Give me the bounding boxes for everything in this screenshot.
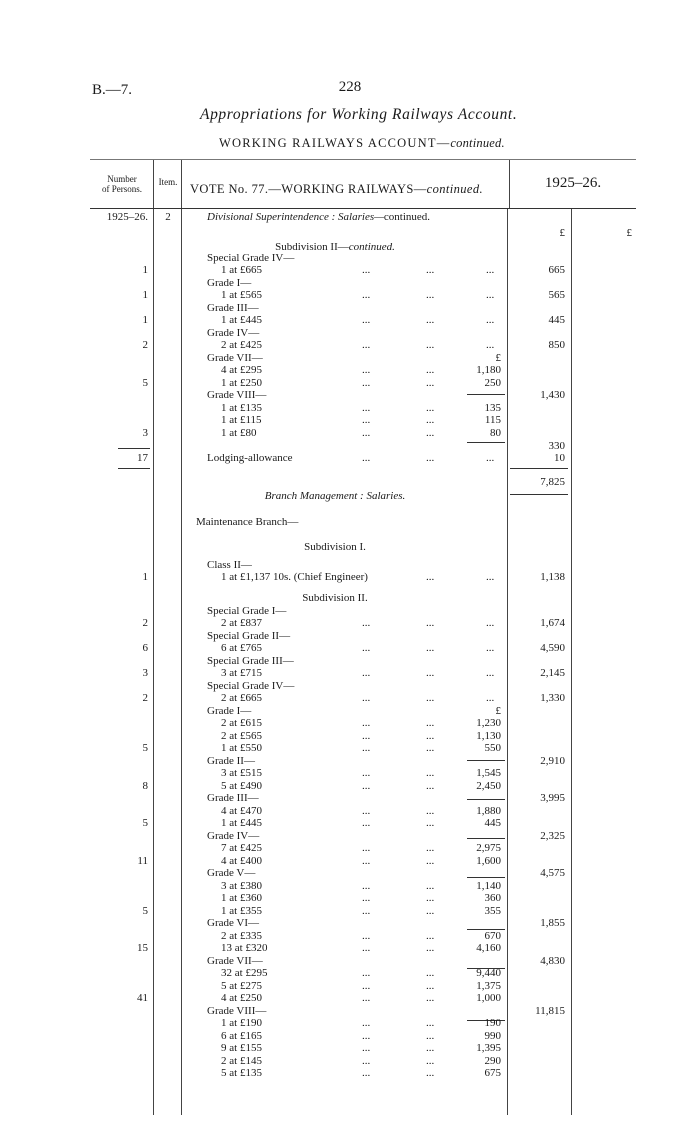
persons-count: 2 — [142, 692, 148, 704]
table-row — [0, 1017, 700, 1030]
table-row — [0, 642, 700, 655]
amount-subtotal: 1,330 — [540, 692, 565, 704]
rate-line: 6 at £765 — [221, 642, 262, 654]
leader-dots: ... — [486, 339, 495, 351]
row-description: Grade II— — [207, 755, 255, 767]
rate-line: 1 at £445 — [221, 817, 262, 829]
persons-count: 5 — [142, 742, 148, 754]
rate-line: 2 at £837 — [221, 617, 262, 629]
table-row — [0, 414, 700, 427]
amount-detail: 445 — [484, 817, 501, 829]
row-description: Grade III— — [207, 302, 259, 314]
rate-line: 1 at £355 — [221, 905, 262, 917]
subsection-heading: Branch Management : Salaries. — [264, 490, 406, 502]
amount-detail: 1,230 — [476, 717, 501, 729]
amount-subtotal: 665 — [548, 264, 565, 276]
leader-dots: ... — [362, 967, 371, 979]
row-description: Special Grade I— — [207, 605, 287, 617]
leader-dots: ... — [486, 617, 495, 629]
table-row — [0, 742, 700, 755]
leader-dots: ... — [426, 767, 435, 779]
amount-detail: 9,440 — [476, 967, 501, 979]
leader-dots: ... — [362, 692, 371, 704]
leader-dots: ... — [426, 377, 435, 389]
amount-subtotal: 4,575 — [540, 867, 565, 879]
row-description: Grade III— — [207, 792, 259, 804]
leader-dots: ... — [362, 364, 371, 376]
persons-count: 3 — [142, 427, 148, 439]
header-rule-top — [90, 159, 636, 160]
amount-subtotal: 2,145 — [540, 667, 565, 679]
table-row — [0, 692, 700, 705]
table-row — [0, 767, 700, 780]
amount-detail: 2,975 — [476, 842, 501, 854]
leader-dots: ... — [426, 1030, 435, 1042]
leader-dots: ... — [486, 667, 495, 679]
rate-line: 2 at £145 — [221, 1055, 262, 1067]
persons-count: 41 — [137, 992, 148, 1004]
leader-dots: ... — [426, 817, 435, 829]
leader-dots: ... — [362, 1042, 371, 1054]
page-number: 228 — [338, 79, 362, 95]
leader-dots: ... — [426, 1055, 435, 1067]
leader-dots: ... — [426, 414, 435, 426]
leader-dots: ... — [362, 942, 371, 954]
leader-dots: ... — [362, 427, 371, 439]
amount-detail: 1,000 — [476, 992, 501, 1004]
item-number: 2 — [165, 211, 171, 223]
leader-dots: ... — [426, 905, 435, 917]
rate-line: 1 at £1,137 10s. (Chief Engineer) — [221, 571, 368, 583]
table-row — [0, 667, 700, 680]
leader-dots: ... — [362, 617, 371, 629]
leader-dots: ... — [362, 1030, 371, 1042]
rate-line: 3 at £380 — [221, 880, 262, 892]
amount-detail: 1,600 — [476, 855, 501, 867]
leader-dots: ... — [362, 1017, 371, 1029]
amount-detail: 1,375 — [476, 980, 501, 992]
leader-dots: ... — [426, 314, 435, 326]
table-row — [0, 917, 700, 930]
amount-subtotal: 445 — [548, 314, 565, 326]
table-row — [0, 992, 700, 1005]
leader-dots: ... — [426, 967, 435, 979]
amount-detail: £ — [495, 705, 501, 717]
rate-line: 6 at £165 — [221, 1030, 262, 1042]
leader-dots: ... — [362, 980, 371, 992]
persons-count: 17 — [137, 452, 148, 464]
amount-detail: 675 — [484, 1067, 501, 1079]
rate-line: 1 at £360 — [221, 892, 262, 904]
amount-subtotal: 850 — [548, 339, 565, 351]
table-row — [0, 571, 700, 584]
amount-subtotal: 10 — [554, 452, 565, 464]
leader-dots: ... — [362, 905, 371, 917]
subsection-heading: Subdivision II. — [302, 592, 368, 604]
amount-detail: 670 — [484, 930, 501, 942]
leader-dots: ... — [362, 780, 371, 792]
vote-heading: VOTE No. 77.—WORKING RAILWAYS—continued. — [190, 182, 484, 196]
amount-detail: 1,130 — [476, 730, 501, 742]
leader-dots: ... — [362, 414, 371, 426]
leader-dots: ... — [426, 667, 435, 679]
table-row — [0, 490, 700, 503]
amount-detail: 1,180 — [476, 364, 501, 376]
leader-dots: ... — [362, 1067, 371, 1079]
table-row — [0, 792, 700, 805]
leader-dots: ... — [486, 314, 495, 326]
amount-detail: 360 — [484, 892, 501, 904]
table-row — [0, 339, 700, 352]
leader-dots: ... — [362, 855, 371, 867]
persons-count: 2 — [142, 617, 148, 629]
leader-dots: ... — [362, 377, 371, 389]
leader-dots: ... — [426, 855, 435, 867]
rate-line: 3 at £715 — [221, 667, 262, 679]
rule-col4-total-top — [510, 468, 568, 469]
rate-line: 4 at £470 — [221, 805, 262, 817]
persons-count: 11 — [137, 855, 148, 867]
amount-detail: 355 — [484, 905, 501, 917]
rate-line: 5 at £135 — [221, 1067, 262, 1079]
row-description: Grade V— — [207, 867, 256, 879]
rate-line: 1 at £80 — [221, 427, 257, 439]
rate-line: 32 at £295 — [221, 967, 268, 979]
leader-dots: ... — [426, 402, 435, 414]
table-row — [0, 867, 700, 880]
amount-subtotal: 4,830 — [540, 955, 565, 967]
leader-dots: ... — [426, 1042, 435, 1054]
col-rule-item-right — [181, 160, 182, 208]
amount-subtotal: 1,674 — [540, 617, 565, 629]
amount-subtotal: 1,138 — [540, 571, 565, 583]
leader-dots: ... — [486, 571, 495, 583]
table-row — [0, 452, 700, 465]
leader-dots: ... — [426, 264, 435, 276]
amount-detail: 115 — [484, 414, 501, 426]
table-row — [0, 592, 700, 605]
row-description: Grade VI— — [207, 917, 260, 929]
leader-dots: ... — [426, 1067, 435, 1079]
row-description: Grade I— — [207, 705, 252, 717]
rate-line: 2 at £425 — [221, 339, 262, 351]
table-row — [0, 717, 700, 730]
leader-dots: ... — [426, 692, 435, 704]
amount-detail: 290 — [484, 1055, 501, 1067]
persons-count: 5 — [142, 817, 148, 829]
leader-dots: ... — [362, 817, 371, 829]
amount-subtotal: 7,825 — [540, 476, 565, 488]
leader-dots: ... — [426, 992, 435, 1004]
amount-subtotal: 11,815 — [535, 1005, 565, 1017]
amount-detail: 250 — [484, 377, 501, 389]
table-row — [0, 967, 700, 980]
leader-dots: ... — [486, 452, 495, 464]
rate-line: 1 at £665 — [221, 264, 262, 276]
amount-detail: £ — [495, 352, 501, 364]
amount-subtotal: 1,855 — [540, 917, 565, 929]
rate-line: 4 at £295 — [221, 364, 262, 376]
leader-dots: ... — [426, 617, 435, 629]
amount-detail: 1,395 — [476, 1042, 501, 1054]
amount-subtotal: 3,995 — [540, 792, 565, 804]
amount-subtotal: 330 — [548, 440, 565, 452]
leader-dots: ... — [362, 339, 371, 351]
table-row — [0, 264, 700, 277]
table-row — [0, 541, 700, 554]
amount-subtotal: 2,325 — [540, 830, 565, 842]
table-row — [0, 314, 700, 327]
amount-detail: 550 — [484, 742, 501, 754]
leader-dots: ... — [426, 742, 435, 754]
amount-subtotal: 2,910 — [540, 755, 565, 767]
leader-dots: ... — [362, 880, 371, 892]
leader-dots: ... — [486, 264, 495, 276]
leader-dots: ... — [426, 842, 435, 854]
col-header-item: Item. — [158, 177, 178, 187]
rate-line: 1 at £115 — [221, 414, 262, 426]
rate-line: 9 at £155 — [221, 1042, 262, 1054]
row-description: Divisional Superintendence : Salaries—continued. — [207, 211, 431, 223]
table-row — [0, 617, 700, 630]
persons-count: 6 — [142, 642, 148, 654]
leader-dots: ... — [426, 1017, 435, 1029]
persons-count: 1 — [142, 571, 148, 583]
leader-dots: ... — [362, 264, 371, 276]
rate-line: 4 at £400 — [221, 855, 262, 867]
amount-subtotal: 4,590 — [540, 642, 565, 654]
amount-detail: 135 — [484, 402, 501, 414]
leader-dots: ... — [362, 930, 371, 942]
leader-dots: ... — [486, 642, 495, 654]
rate-line: 1 at £565 — [221, 289, 262, 301]
amount-detail: 80 — [490, 427, 501, 439]
row-description: Grade VII— — [207, 955, 263, 967]
leader-dots: ... — [426, 780, 435, 792]
leader-dots: ... — [362, 992, 371, 1004]
table-row — [0, 1042, 700, 1055]
table-row — [0, 289, 700, 302]
leader-dots: ... — [362, 842, 371, 854]
rate-line: 1 at £445 — [221, 314, 262, 326]
persons-count: 5 — [142, 905, 148, 917]
rate-line: 13 at £320 — [221, 942, 268, 954]
leader-dots: ... — [486, 289, 495, 301]
persons-count: 8 — [142, 780, 148, 792]
rate-line: 3 at £515 — [221, 767, 262, 779]
row-description: Special Grade IV— — [207, 680, 295, 692]
page-code: B.—7. — [92, 82, 133, 98]
rate-line: 5 at £275 — [221, 980, 262, 992]
rate-line: 2 at £615 — [221, 717, 262, 729]
leader-dots: ... — [362, 742, 371, 754]
leader-dots: ... — [426, 892, 435, 904]
leader-dots: ... — [426, 427, 435, 439]
page-title: Appropriations for Working Railways Account. — [200, 106, 518, 123]
leader-dots: ... — [426, 364, 435, 376]
leader-dots: ... — [426, 730, 435, 742]
amount-detail: 4,160 — [476, 942, 501, 954]
row-description: Lodging-allowance — [207, 452, 293, 464]
persons-count: 1 — [142, 264, 148, 276]
table-row — [0, 364, 700, 377]
table-row — [0, 476, 700, 489]
leader-dots: ... — [426, 880, 435, 892]
leader-dots: ... — [426, 339, 435, 351]
table-row — [0, 211, 700, 224]
leader-dots: ... — [362, 402, 371, 414]
persons-count: 1 — [142, 289, 148, 301]
table-row — [0, 942, 700, 955]
persons-count: 5 — [142, 377, 148, 389]
leader-dots: ... — [426, 452, 435, 464]
table-row — [0, 427, 700, 440]
persons-count: 15 — [137, 942, 148, 954]
table-row — [0, 227, 700, 240]
amount-detail: 190 — [484, 1017, 501, 1029]
persons-count: 3 — [142, 667, 148, 679]
persons-count: 2 — [142, 339, 148, 351]
leader-dots: ... — [362, 667, 371, 679]
year-heading: 1925–26. — [544, 175, 602, 191]
leader-dots: ... — [362, 314, 371, 326]
leader-dots: ... — [426, 289, 435, 301]
subsection-heading: Subdivision II—continued. — [275, 241, 395, 253]
header-rule-bottom — [90, 208, 636, 209]
leader-dots: ... — [426, 942, 435, 954]
leader-dots: ... — [486, 692, 495, 704]
amount-subtotal: £ — [559, 227, 565, 239]
row-description: Grade IV— — [207, 327, 260, 339]
rate-line: 1 at £135 — [221, 402, 262, 414]
leader-dots: ... — [362, 730, 371, 742]
row-description: Grade IV— — [207, 830, 260, 842]
col-rule-item-left — [153, 160, 154, 208]
amount-detail: 1,140 — [476, 880, 501, 892]
leader-dots: ... — [426, 930, 435, 942]
leader-dots: ... — [362, 892, 371, 904]
persons-count: 1 — [142, 314, 148, 326]
leader-dots: ... — [362, 767, 371, 779]
leader-dots: ... — [426, 805, 435, 817]
table-row — [0, 516, 700, 529]
table-row — [0, 892, 700, 905]
col-rule-year-left — [509, 160, 510, 208]
amount-detail: 2,450 — [476, 780, 501, 792]
leader-dots: ... — [426, 717, 435, 729]
amount-total: £ — [626, 227, 632, 239]
table-row — [0, 842, 700, 855]
amount-detail: 990 — [484, 1030, 501, 1042]
leader-dots: ... — [362, 289, 371, 301]
amount-subtotal: 565 — [548, 289, 565, 301]
leader-dots: ... — [362, 452, 371, 464]
row-description: Special Grade IV— — [207, 252, 295, 264]
rate-line: 4 at £250 — [221, 992, 262, 1004]
table-row — [0, 389, 700, 402]
amount-detail: 1,545 — [476, 767, 501, 779]
leader-dots: ... — [426, 980, 435, 992]
rate-line: 1 at £190 — [221, 1017, 262, 1029]
amount-detail: 1,880 — [476, 805, 501, 817]
rate-line: 1 at £250 — [221, 377, 262, 389]
rule-persons-total-2 — [118, 468, 150, 469]
table-row — [0, 1067, 700, 1080]
col-header-persons: Number of Persons. — [102, 174, 142, 194]
amount-subtotal: 1,430 — [540, 389, 565, 401]
subsection-heading: Subdivision I. — [304, 541, 366, 553]
row-description: Class II— — [207, 559, 252, 571]
page-subtitle: WORKING RAILWAYS ACCOUNT—continued. — [219, 136, 505, 150]
rate-line: 2 at £565 — [221, 730, 262, 742]
row-description: Grade VII— — [207, 352, 263, 364]
rate-line: 1 at £550 — [221, 742, 262, 754]
leader-dots: ... — [426, 571, 435, 583]
leader-dots: ... — [426, 642, 435, 654]
section-label: Maintenance Branch— — [196, 516, 299, 528]
rate-line: 7 at £425 — [221, 842, 262, 854]
persons-count: 1925–26. — [106, 211, 148, 223]
leader-dots: ... — [362, 805, 371, 817]
leader-dots: ... — [362, 642, 371, 654]
leader-dots: ... — [362, 717, 371, 729]
rate-line: 2 at £665 — [221, 692, 262, 704]
row-description: Grade VIII— — [207, 1005, 267, 1017]
row-description: Special Grade III— — [207, 655, 294, 667]
row-description: Special Grade II— — [207, 630, 291, 642]
rate-line: 5 at £490 — [221, 780, 262, 792]
rate-line: 2 at £335 — [221, 930, 262, 942]
row-description: Grade VIII— — [207, 389, 267, 401]
table-row — [0, 817, 700, 830]
leader-dots: ... — [362, 1055, 371, 1067]
row-description: Grade I— — [207, 277, 252, 289]
